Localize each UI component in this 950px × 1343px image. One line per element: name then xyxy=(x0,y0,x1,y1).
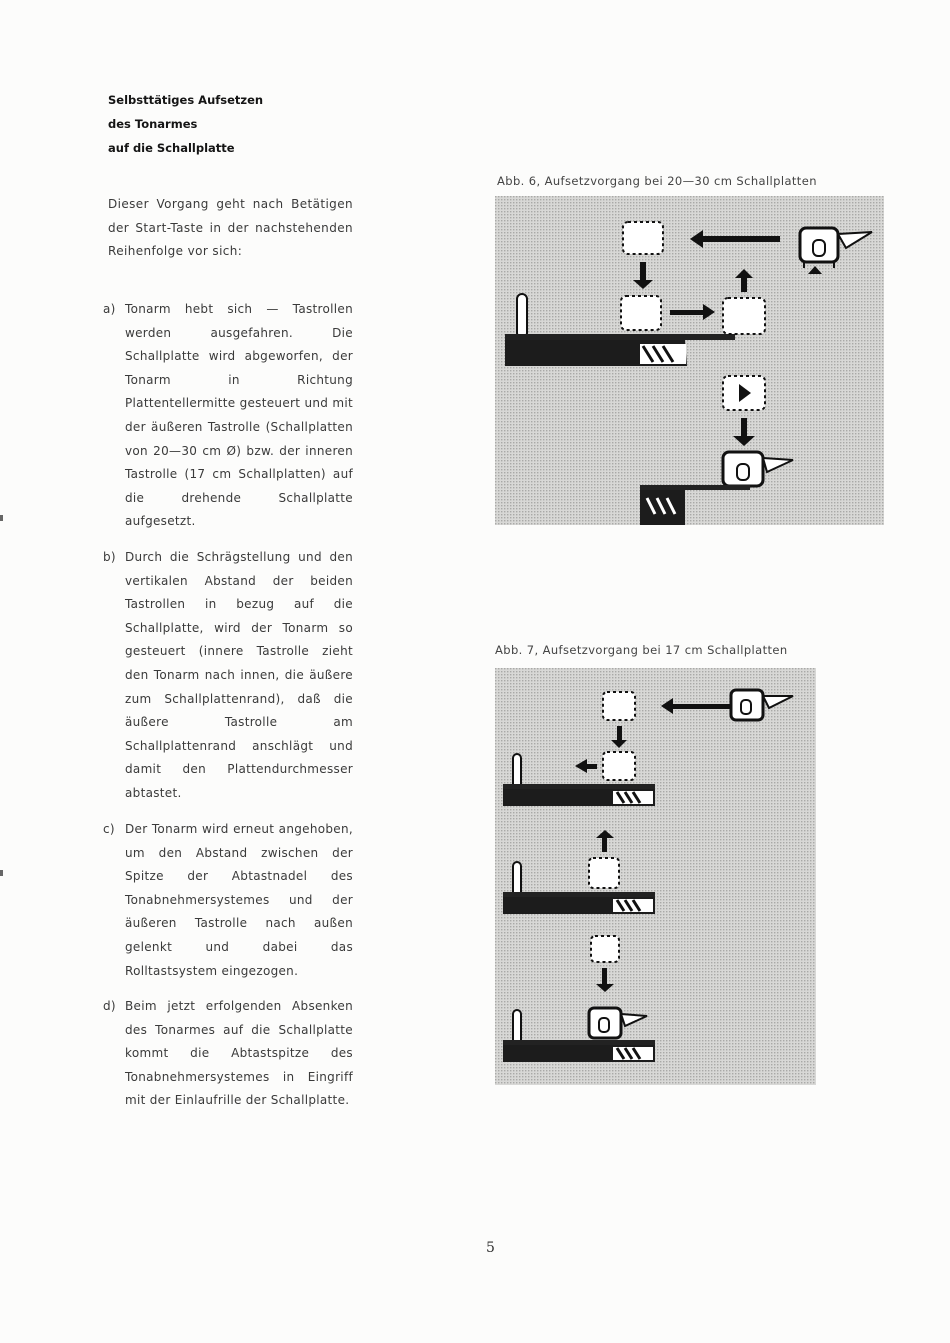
record-line xyxy=(640,485,750,490)
dashed-head-icon xyxy=(603,752,635,780)
figure-6-caption: Abb. 6, Aufsetzvorgang bei 20—30 cm Schallplatten xyxy=(497,174,817,188)
halftone-background xyxy=(495,668,816,1085)
step-text: Durch die Schrägstellung und den vertikalen Abstand der beiden Tastrollen in bezug auf die Schallplatte, wird der Tonarm so gesteuert (innere Tastrolle zieht den Tonarm nach innen, die äußere zum Schallplattenrand), daß die äußere Tastrolle am Schallplattenrand anschlägt und damit den Plattendurchmesser abtastet. xyxy=(125,550,353,800)
record-line xyxy=(503,1040,655,1045)
step-text: Tonarm hebt sich — Tastrollen werden ausgefahren. Die Schallplatte wird abgeworfen, der Tonarm in Richtung Plattentellermitte gesteuert und mit der äußeren Tastrolle (Schallplatten von 20—30 cm Ø) bzw. der inneren Tastrolle (17 cm Schallplatten) auf die drehende Schallplatte aufgesetzt. xyxy=(125,302,353,529)
record-line xyxy=(503,892,655,897)
record-line xyxy=(505,334,735,340)
step-b xyxy=(103,546,353,806)
figure-7-illustration xyxy=(495,668,816,1085)
intro-paragraph: Dieser Vorgang geht nach Betätigen der Start-Taste in der nachstehenden Reihenfolge vor sich: xyxy=(108,197,353,259)
page-number: 5 xyxy=(486,1240,495,1256)
step-label: b) xyxy=(103,550,116,564)
figure-6-illustration xyxy=(495,196,884,525)
dashed-head-icon xyxy=(589,858,619,888)
spindle-icon xyxy=(513,862,521,896)
heading-line: Selbsttätiges Aufsetzen xyxy=(108,93,264,107)
step-label: c) xyxy=(103,822,115,836)
spindle-icon xyxy=(517,294,527,338)
dashed-head-icon xyxy=(723,376,765,410)
dashed-head-icon xyxy=(603,692,635,720)
dashed-head-icon xyxy=(723,298,765,334)
dashed-head-icon xyxy=(621,296,661,330)
figure-7-caption: Abb. 7, Aufsetzvorgang bei 17 cm Schallplatten xyxy=(495,643,788,657)
step-c xyxy=(103,818,353,983)
step-text: Der Tonarm wird erneut angehoben, um den Abstand zwischen der Spitze der Abtastnadel des Tonabnehmersystemes und der äußeren Tastrolle nach außen gelenkt und dabei das Rolltastsystem eingezogen. xyxy=(125,822,353,978)
spindle-icon xyxy=(513,1010,521,1044)
step-label: d) xyxy=(103,999,116,1013)
record-line xyxy=(503,784,655,789)
section-heading xyxy=(108,88,308,160)
dashed-head-icon xyxy=(623,222,663,254)
step-label: a) xyxy=(103,302,116,316)
edge-mark xyxy=(0,870,3,876)
edge-mark xyxy=(0,515,3,521)
step-d xyxy=(103,995,353,1113)
heading-line: auf die Schallplatte xyxy=(108,141,235,155)
heading-line: des Tonarmes xyxy=(108,117,198,131)
spindle-icon xyxy=(513,754,521,788)
step-a xyxy=(103,298,353,534)
dashed-head-icon xyxy=(591,936,619,962)
step-text: Beim jetzt erfolgenden Absenken des Tonarmes auf die Schallplatte kommt die Abtastspitze des Tonabnehmersystemes in Eingriff mit der Einlaufrille der Schallplatte. xyxy=(125,999,353,1108)
